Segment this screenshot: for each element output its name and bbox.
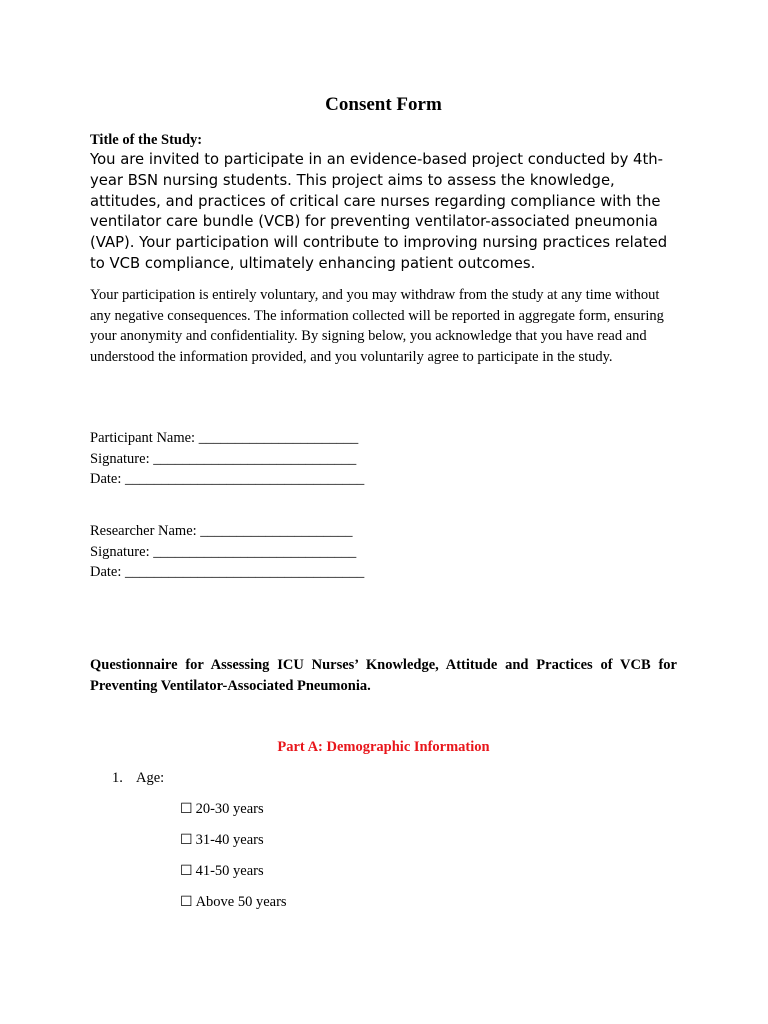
age-option-label: 31-40 years	[195, 832, 264, 848]
question-1	[112, 768, 164, 788]
age-option-label: 20-30 years	[195, 801, 264, 817]
participant-signature-block	[90, 428, 364, 490]
age-option-label: Above 50 years	[195, 894, 287, 910]
participant-name-line: Participant Name: ______________________	[90, 430, 359, 446]
question-1-number: 1.	[112, 770, 123, 786]
researcher-signature-block	[90, 521, 364, 583]
voluntary-paragraph: Your participation is entirely voluntary, and you may withdraw from the study at any time without any negative consequences. The information collected will be reported in aggregate form, ensuring your anonymity and confidentiality. By signing below, you acknowledge that you have read and understood the information provided, and you voluntarily agree to participate in the study.	[90, 287, 664, 365]
intro-paragraph: You are invited to participate in an evidence-based project conducted by 4th-year BSN nursing students. This project aims to assess the knowledge, attitudes, and practices of critical care nurses regarding compliance with the ventilator care bundle (VCB) for preventing ventilator-associated pneumonia (VAP). Your participation will contribute to improving nursing practices related to VCB compliance, ultimately enhancing patient outcomes.	[90, 151, 668, 272]
part-a-heading: Part A: Demographic Information	[277, 739, 490, 755]
age-option-label: 41-50 years	[195, 863, 264, 879]
researcher-date-line: Date: _________________________________	[90, 564, 365, 581]
age-option-41-50[interactable]	[180, 861, 264, 881]
researcher-signature-line: Signature: ____________________________	[90, 543, 357, 560]
checkbox-icon[interactable]: ☐	[180, 894, 193, 910]
questionnaire-heading: Questionnaire for Assessing ICU Nurses’ Knowledge, Attitude and Practices of VCB for Preventing Ventilator-Associated Pneumonia.	[90, 657, 677, 694]
checkbox-icon[interactable]: ☐	[180, 863, 193, 879]
checkbox-icon[interactable]: ☐	[180, 801, 193, 817]
checkbox-icon[interactable]: ☐	[180, 832, 193, 848]
page-title: Consent Form	[325, 94, 442, 115]
participant-signature-line: Signature: ____________________________	[90, 450, 357, 467]
age-option-20-30[interactable]	[180, 799, 264, 819]
question-1-label: Age:	[136, 770, 165, 786]
age-option-31-40[interactable]	[180, 830, 264, 850]
researcher-name-line: Researcher Name: _____________________	[90, 523, 353, 539]
age-option-above-50[interactable]	[180, 892, 287, 912]
study-title-label: Title of the Study:	[90, 132, 203, 148]
participant-date-line: Date: _________________________________	[90, 471, 365, 488]
